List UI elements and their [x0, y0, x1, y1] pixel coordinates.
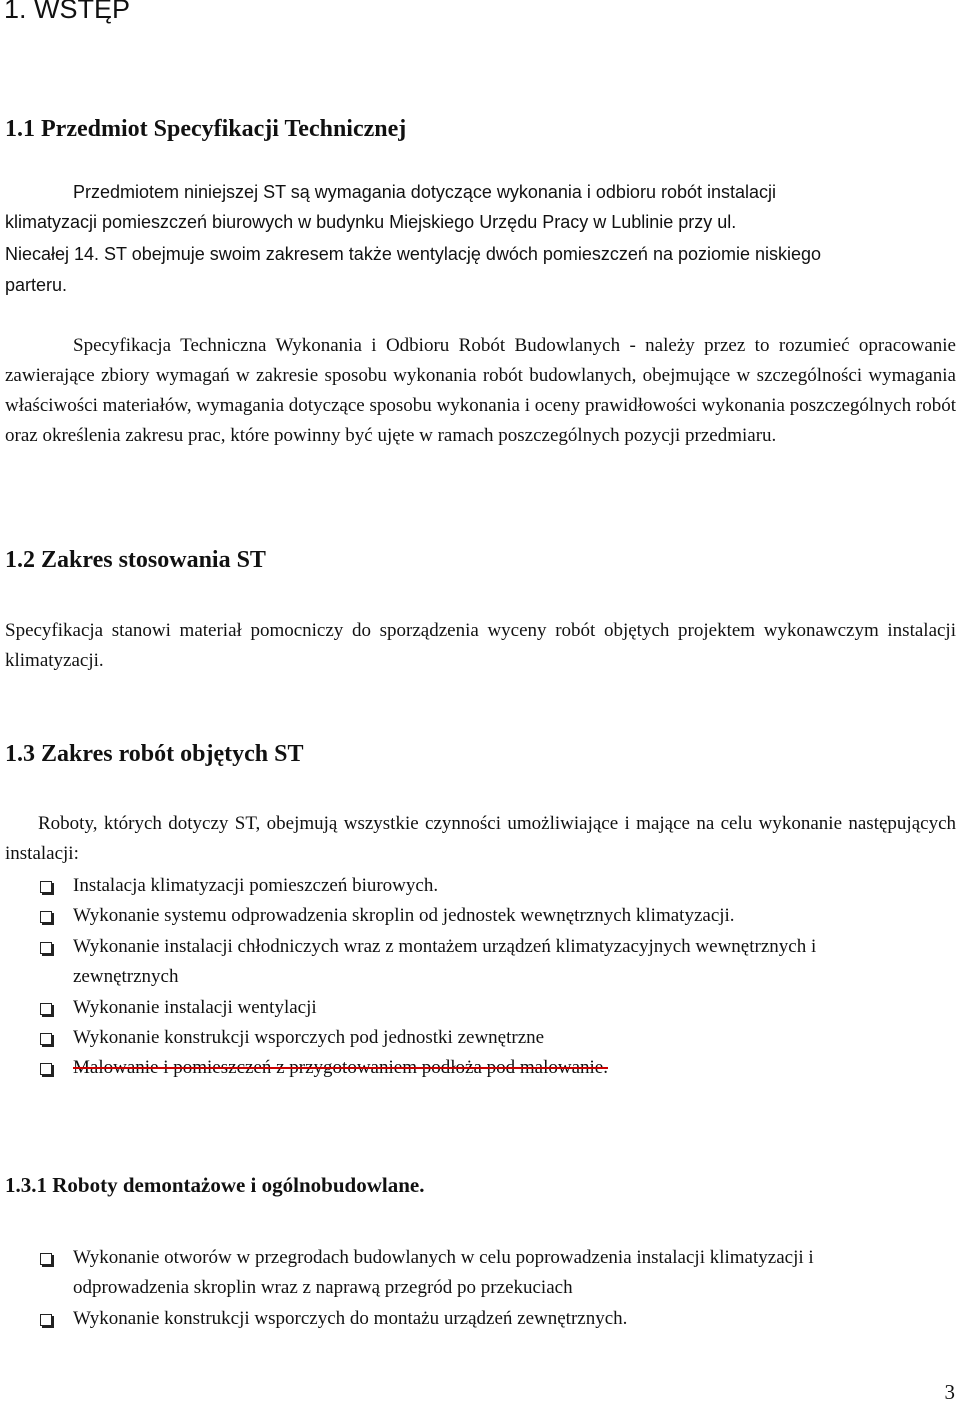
paragraph-1-1-line-1: Przedmiotem niniejszej ST są wymagania dotyczące wykonania i odbioru robót instalacji	[73, 182, 777, 202]
list-item: Instalacja klimatyzacji pomieszczeń biurowych.	[0, 871, 933, 901]
section-title-1-3-1: 1.3.1 Roboty demontażowe i ogólnobudowlane.	[5, 1173, 425, 1197]
checkbox-bullet-icon	[40, 1253, 52, 1265]
page-number: 3	[944, 1380, 955, 1404]
checkbox-bullet-icon	[40, 911, 52, 923]
list-item: Wykonanie konstrukcji wsporczych do montażu urządzeń zewnętrznych.	[0, 1304, 933, 1334]
section-heading-1: 1. WSTĘP	[4, 0, 131, 24]
list-item: Wykonanie konstrukcji wsporczych pod jednostki zewnętrzne	[0, 1023, 933, 1053]
paragraph-1-2: Specyfikacja stanowi materiał pomocniczy do sporządzenia wyceny robót objętych projektem wykonawczym instalacji klimatyzacji.	[5, 620, 956, 671]
paragraph-1-1-line-3: Niecałej 14. ST obejmuje swoim zakresem także wentylację dwóch pomieszczeń na poziomie niskiego	[5, 244, 822, 264]
section-title-1-3: 1.3 Zakres robót objętych ST	[5, 741, 304, 767]
paragraph-1-1-line-4: parteru.	[5, 275, 68, 295]
checkbox-bullet-icon	[40, 1063, 52, 1075]
list-1-3	[0, 871, 960, 1084]
paragraph-1-3-intro: Roboty, których dotyczy ST, obejmują wszystkie czynności umożliwiające i mające na celu wykonanie następujących instalacji:	[5, 813, 956, 864]
checkbox-bullet-icon	[40, 1003, 52, 1015]
list-item: Wykonanie otworów w przegrodach budowlanych w celu poprowadzenia instalacji klimatyzacji i odprowadzenia skroplin wraz z naprawą przegród po przekuciach	[0, 1243, 863, 1304]
paragraph-1-1-line-2: klimatyzacji pomieszczeń biurowych w budynku Miejskiego Urzędu Pracy w Lublinie przy ul.	[5, 212, 737, 232]
list-item-struck: Malowanie i pomieszczeń z przygotowaniem podłoża pod malowanie.	[0, 1053, 933, 1083]
section-title-1-1: 1.1 Przedmiot Specyfikacji Technicznej	[5, 116, 407, 142]
checkbox-bullet-icon	[40, 881, 52, 893]
checkbox-bullet-icon	[40, 942, 52, 954]
list-item: Wykonanie systemu odprowadzenia skroplin od jednostek wewnętrznych klimatyzacji.	[0, 901, 933, 931]
checkbox-bullet-icon	[40, 1314, 52, 1326]
checkbox-bullet-icon	[40, 1033, 52, 1045]
section-title-1-2: 1.2 Zakres stosowania ST	[5, 547, 266, 573]
list-item: Wykonanie instalacji wentylacji	[0, 993, 933, 1023]
list-1-3-1	[0, 1243, 960, 1334]
paragraph-1-1-definition: Specyfikacja Techniczna Wykonania i Odbioru Robót Budowlanych - należy przez to rozumieć opracowanie zawierające zbiory wymagań w zakresie sposobu wykonania robót budowlanych, obejmujące w szczególności wymagania właściwości materiałów, wymagania dotyczące sposobu wykonania i oceny prawidłowości wykonania poszczególnych robót oraz określenia zakresu prac, które powinny być ujęte w ramach poszczególnych pozycji przedmiaru.	[5, 335, 956, 446]
list-item: Wykonanie instalacji chłodniczych wraz z montażem urządzeń klimatyzacyjnych wewnętrznych i zewnętrznych	[0, 932, 833, 993]
